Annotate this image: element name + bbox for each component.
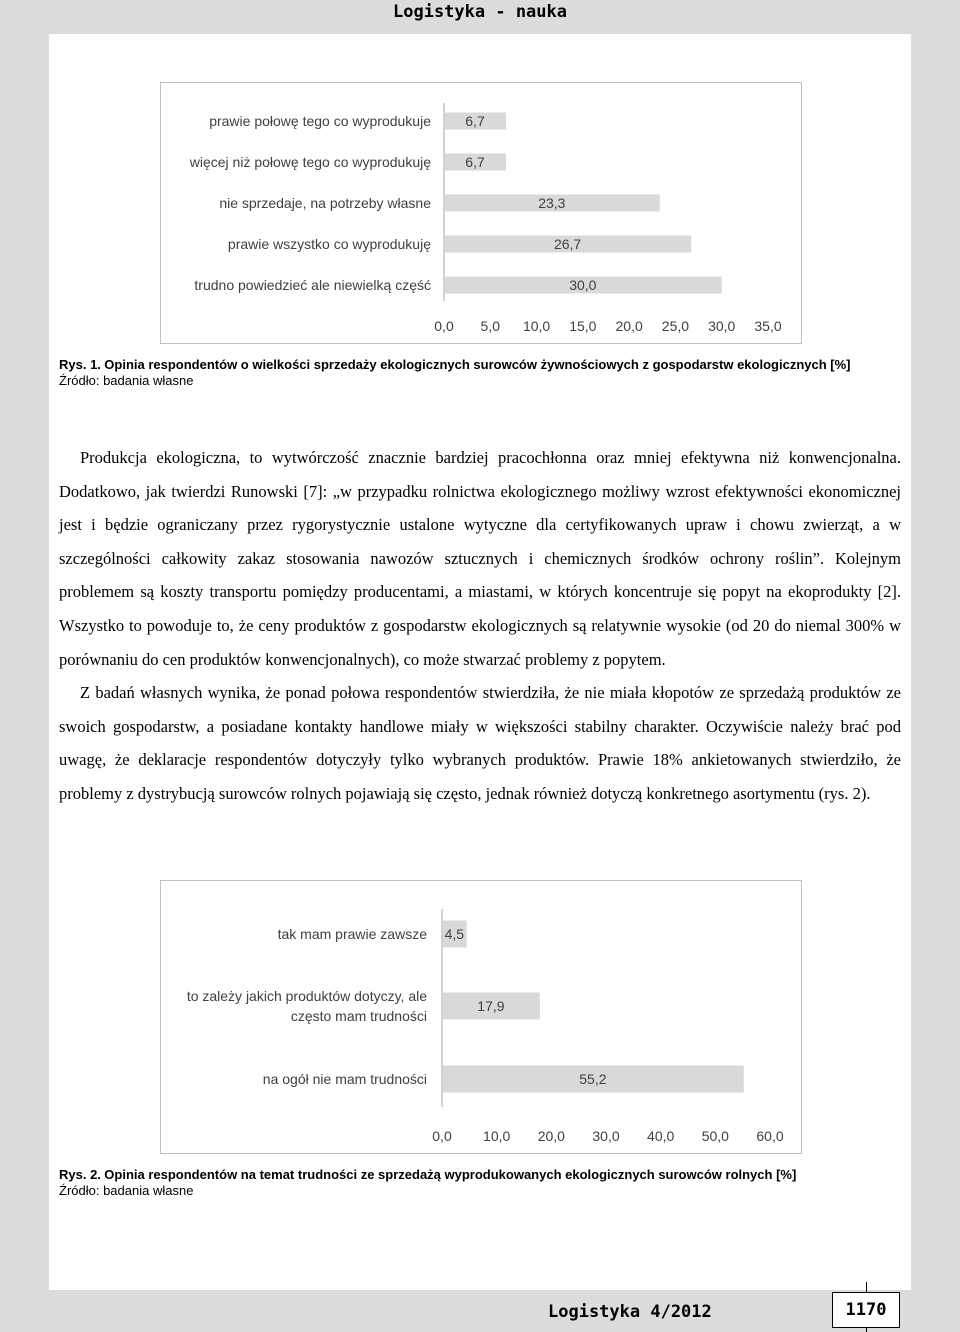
figure-1-chart (160, 82, 802, 344)
figure-2-chart (160, 880, 802, 1154)
data-label: 23,3 (538, 195, 566, 211)
category-label: prawie wszystko co wyprodukuję (227, 236, 431, 252)
body-paragraph-2: Z badań własnych wynika, że ponad połowa respondentów stwierdziła, że nie miała kłopotów ze sprzedażą produktów ze swoich gospodarstw, a posiadane kontakty handlowe miały w większości stabilny charakter. Oczywiście należy brać pod uwagę, że deklaracje respondentów dotyczyły tylko wybranych produktów. Prawie 18% ankietowanych stwierdziło, że problemy z dystrybucją surowców rolnych pojawiają się często, jednak również dotyczą konkretnego asortymentu (rys. 2). (59, 683, 901, 803)
figure-2-svg (161, 881, 803, 1155)
figure-2-caption-text: Opinia respondentów na temat trudności ze sprzedażą wyprodukowanych ekologicznych surowców rolnych [%] (104, 1167, 797, 1182)
figure-1-svg (161, 83, 803, 345)
data-label: 55,2 (579, 1071, 607, 1087)
x-tick-label: 40,0 (647, 1128, 675, 1144)
x-tick-label: 15,0 (569, 318, 597, 334)
category-label: trudno powiedzieć ale niewielką część (194, 277, 431, 293)
page-number-tick (866, 1282, 867, 1292)
data-label: 4,5 (444, 926, 465, 942)
footer-band (0, 1290, 960, 1332)
data-label: 6,7 (465, 154, 485, 170)
x-tick-label: 60,0 (756, 1128, 784, 1144)
x-tick-label: 50,0 (701, 1128, 729, 1144)
category-label: to zależy jakich produktów dotyczy, ale (186, 988, 427, 1004)
figure-1-caption (59, 357, 901, 389)
data-label: 17,9 (477, 998, 505, 1014)
x-tick-label: 5,0 (480, 318, 501, 334)
x-tick-label: 20,0 (615, 318, 643, 334)
x-tick-label: 10,0 (483, 1128, 511, 1144)
x-tick-label: 25,0 (661, 318, 690, 334)
x-tick-label: 30,0 (592, 1128, 620, 1144)
category-label: więcej niż połowę tego co wyprodukuję (189, 154, 431, 170)
data-label: 30,0 (569, 277, 597, 293)
figure-2-caption (59, 1167, 901, 1199)
page-margin-right (911, 0, 960, 1332)
figure-2-source: Źródło: badania własne (59, 1183, 194, 1198)
footer-journal: Logistyka 4/2012 (548, 1302, 712, 1322)
category-label: na ogół nie mam trudności (262, 1071, 427, 1087)
x-tick-label: 0,0 (434, 318, 454, 334)
page-margin-left (0, 0, 49, 1332)
figure-1-caption-label: Rys. 1. (59, 357, 101, 372)
page-number-tick-bottom (866, 1328, 867, 1332)
x-tick-label: 35,0 (754, 318, 782, 334)
figure-1-source: Źródło: badania własne (59, 373, 194, 388)
running-head: Logistyka - nauka (393, 2, 567, 22)
category-label: tak mam prawie zawsze (277, 926, 427, 942)
x-tick-label: 30,0 (708, 318, 736, 334)
body-text (59, 441, 901, 811)
category-label: prawie połowę tego co wyprodukuje (209, 113, 431, 129)
category-label: często mam trudności (290, 1008, 427, 1024)
page-number: 1170 (832, 1292, 900, 1328)
body-paragraph-1: Produkcja ekologiczna, to wytwórczość znacznie bardziej pracochłonna oraz mniej efektywna niż konwencjonalna. Dodatkowo, jak twierdzi Runowski [7]: „w przypadku rolnictwa ekologicznego możliwy wzrost efektywności ekonomicznej jest i będzie ograniczany przez rygorystycznie ustalone wytyczne dla certyfikowanych upraw i chowu zwierząt, a w szczególności całkowity zakaz stosowania nawozów sztucznych i chemicznych środków ochrony roślin”. Kolejnym problemem są koszty transportu pomiędzy producentami, a miastami, w których koncentruje się popyt na ekoprodukty [2]. Wszystko to powoduje to, że ceny produktów z gospodarstw ekologicznych są relatywnie wysokie (od 20 do niemal 300% w porównaniu do cen produktów konwencjonalnych), co może stwarzać problemy z popytem. (59, 448, 901, 669)
x-tick-label: 20,0 (537, 1128, 565, 1144)
x-tick-label: 0,0 (432, 1128, 452, 1144)
data-label: 6,7 (465, 113, 485, 129)
category-label: nie sprzedaje, na potrzeby własne (219, 195, 431, 211)
figure-1-caption-text: Opinia respondentów o wielkości sprzedaży ekologicznych surowców żywnościowych z gospodarstw ekologicznych [%] (104, 357, 851, 372)
figure-2-caption-label: Rys. 2. (59, 1167, 101, 1182)
data-label: 26,7 (553, 236, 582, 252)
x-tick-label: 10,0 (522, 318, 551, 334)
